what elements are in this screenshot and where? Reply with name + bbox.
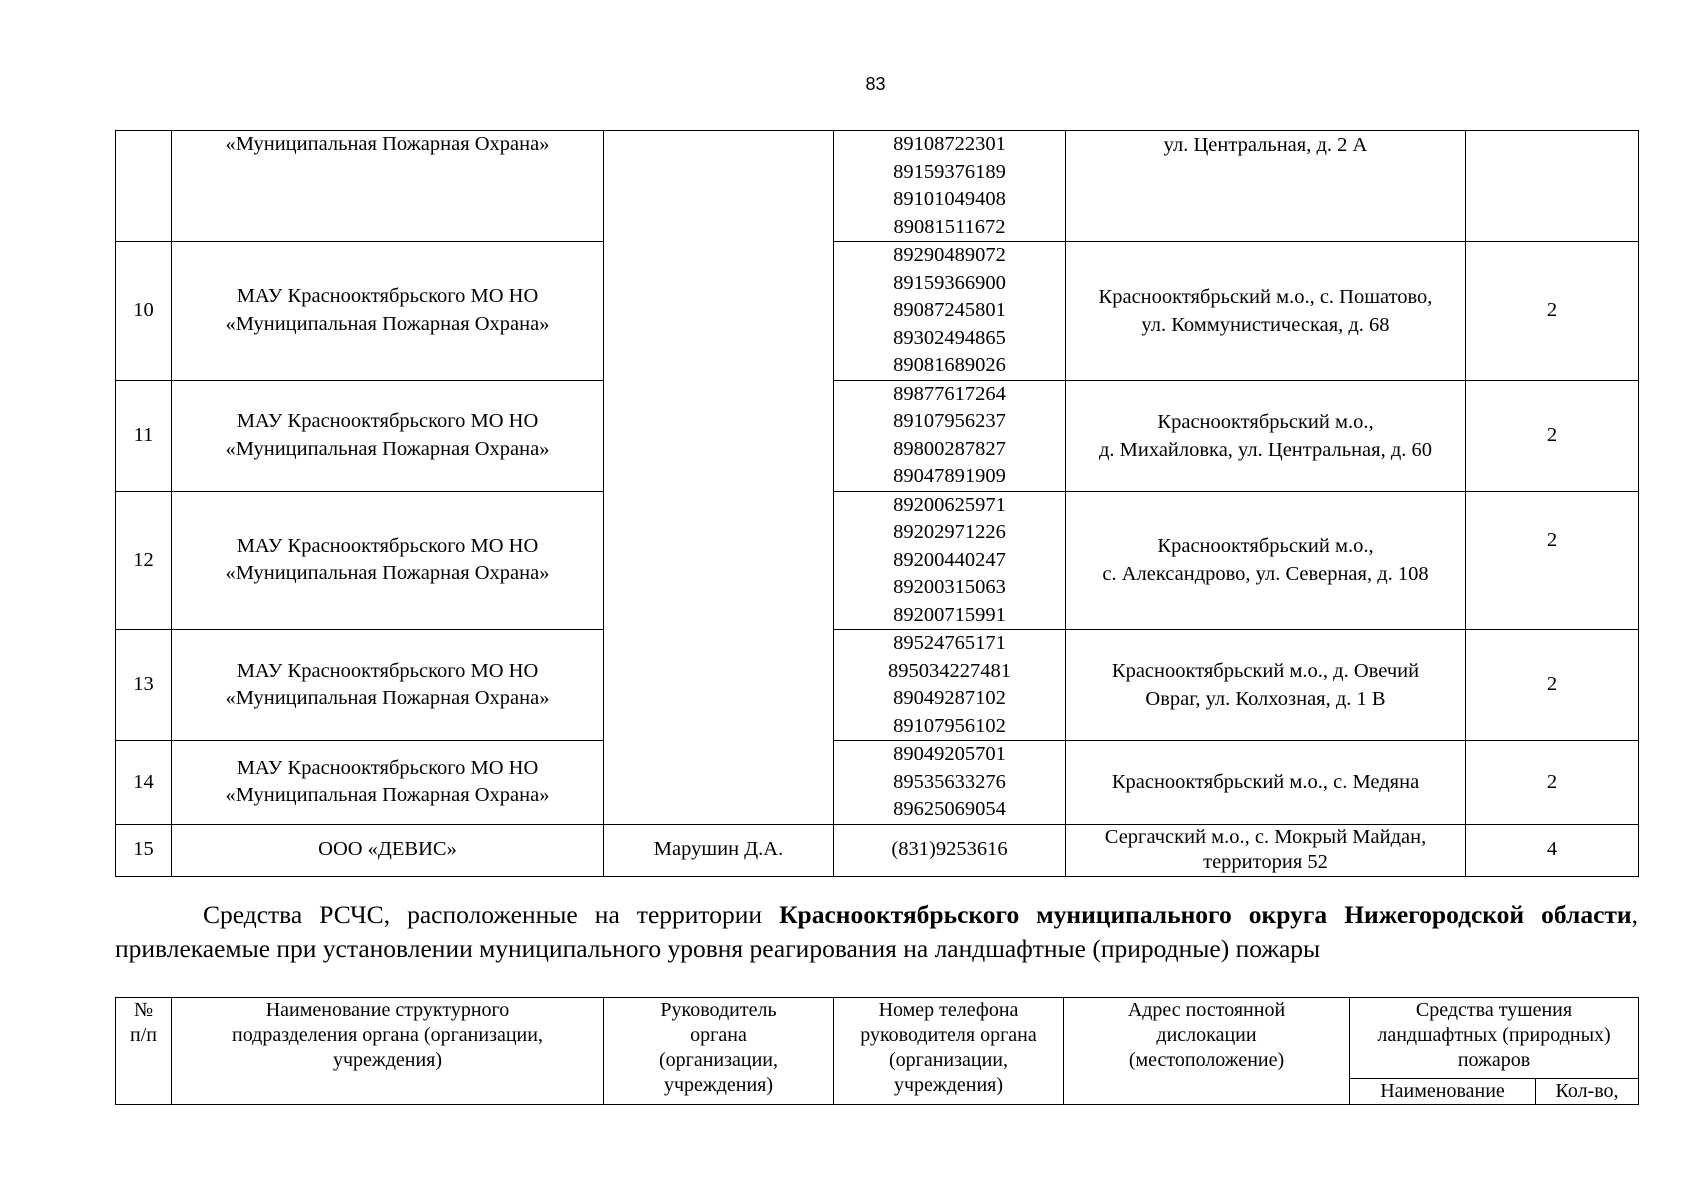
header-name: Наименование структурного подразделения органа (организации, учреждения) [172, 998, 604, 1105]
org-name: МАУ Краснооктябрьского МО НО «Муниципальная Пожарная Охрана» [172, 242, 604, 381]
count: 2 [1466, 491, 1639, 630]
row-number: 12 [116, 491, 172, 630]
org-name: «Муниципальная Пожарная Охрана» [172, 131, 604, 242]
phone-list: (831)9253616 [834, 824, 1066, 876]
count [1466, 131, 1639, 242]
paragraph-bold-region: Краснооктябрьского муниципального округа Нижегородской области [779, 900, 1632, 929]
address: Краснооктябрьский м.о., д. Михайловка, ул. Центральная, д. 60 [1066, 380, 1466, 491]
header-num: № п/п [116, 998, 172, 1105]
address: Краснооктябрьский м.о., д. Овечий Овраг, ул. Колхозная, д. 1 В [1066, 630, 1466, 741]
table-row [116, 824, 1639, 876]
phone-list: 89200625971 89202971226 89200440247 89200315063 89200715991 [834, 491, 1066, 630]
address: Краснооктябрьский м.о., с. Пошатово, ул. Коммунистическая, д. 68 [1066, 242, 1466, 381]
row-number: 15 [116, 824, 172, 876]
count: 2 [1466, 380, 1639, 491]
count: 2 [1466, 741, 1639, 825]
header-sub-name: Наименование [1350, 1079, 1536, 1105]
header-row [116, 998, 1639, 1079]
row-number: 11 [116, 380, 172, 491]
table-row [116, 131, 1639, 242]
count: 4 [1466, 824, 1639, 876]
phone-list: 89049205701 89535633276 89625069054 [834, 741, 1066, 825]
table-row [116, 491, 1639, 630]
row-number: 13 [116, 630, 172, 741]
header-head: Руководитель органа (организации, учреждения) [604, 998, 834, 1105]
address: Сергачский м.о., с. Мокрый Майдан, территория 52 [1066, 824, 1466, 876]
phone-list: 89108722301 89159376189 89101049408 89081511672 [834, 131, 1066, 242]
paragraph-text-before: Средства РСЧС, расположенные на территории [203, 900, 780, 929]
page-number: 83 [865, 74, 886, 94]
table-row [116, 380, 1639, 491]
head-name [604, 131, 834, 825]
phone-list: 89877617264 89107956237 89800287827 89047891909 [834, 380, 1066, 491]
phone-list: 89290489072 89159366900 89087245801 89302494865 89081689026 [834, 242, 1066, 381]
row-number [116, 131, 172, 242]
address: Краснооктябрьский м.о., с. Медяна [1066, 741, 1466, 825]
fire-units-table [115, 130, 1639, 877]
paragraph-text-after: , привлекаемые при установлении муниципального уровня реагирования на ландшафтные (природные) пожары [115, 900, 1638, 963]
header-sub-count: Кол-во, [1536, 1079, 1639, 1105]
header-means: Средства тушения ландшафтных (природных) пожаров [1350, 998, 1639, 1079]
table-row [116, 242, 1639, 381]
row-number: 14 [116, 741, 172, 825]
address: Краснооктябрьский м.о., с. Александрово, ул. Северная, д. 108 [1066, 491, 1466, 630]
table-row [116, 630, 1639, 741]
header-address: Адрес постоянной дислокации (местоположение) [1064, 998, 1350, 1105]
count: 2 [1466, 242, 1639, 381]
head-name: Марушин Д.А. [604, 824, 834, 876]
org-name: МАУ Краснооктябрьского МО НО «Муниципальная Пожарная Охрана» [172, 630, 604, 741]
header-phone: Номер телефона руководителя органа (организации, учреждения) [834, 998, 1064, 1105]
org-name: МАУ Краснооктябрьского МО НО «Муниципальная Пожарная Охрана» [172, 380, 604, 491]
org-name: МАУ Краснооктябрьского МО НО «Муниципальная Пожарная Охрана» [172, 741, 604, 825]
landscape-fire-means-table [115, 997, 1639, 1105]
section-paragraph [115, 898, 1638, 966]
count: 2 [1466, 630, 1639, 741]
table-row [116, 741, 1639, 825]
phone-list: 89524765171 895034227481 89049287102 89107956102 [834, 630, 1066, 741]
address: ул. Центральная, д. 2 А [1066, 131, 1466, 242]
org-name: МАУ Краснооктябрьского МО НО «Муниципальная Пожарная Охрана» [172, 491, 604, 630]
org-name: ООО «ДЕВИС» [172, 824, 604, 876]
row-number: 10 [116, 242, 172, 381]
